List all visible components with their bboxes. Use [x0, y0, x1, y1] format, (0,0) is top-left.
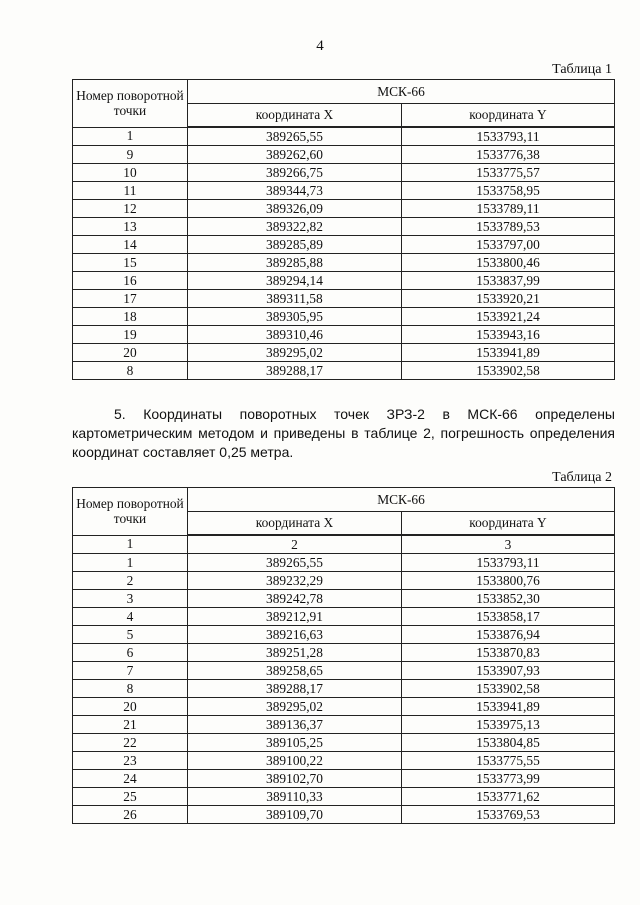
coord-y-cell: 1533804,85 — [402, 734, 615, 752]
table2-header-num: Номер поворотной точки — [73, 488, 188, 536]
coord-x-cell: 389322,82 — [188, 218, 402, 236]
coord-x-cell: 389265,55 — [188, 127, 402, 146]
point-number-cell: 13 — [73, 218, 188, 236]
coord-x-cell: 389136,37 — [188, 716, 402, 734]
point-number-cell: 17 — [73, 290, 188, 308]
coord-y-cell: 1533789,53 — [402, 218, 615, 236]
table-row — [73, 608, 615, 626]
coord-x-cell: 389105,25 — [188, 734, 402, 752]
coord-y-cell: 1533907,93 — [402, 662, 615, 680]
table1-caption: Таблица 1 — [552, 62, 612, 77]
table-row — [73, 680, 615, 698]
point-number-cell: 20 — [73, 344, 188, 362]
table-row — [73, 308, 615, 326]
point-number-cell: 19 — [73, 326, 188, 344]
table2-caption: Таблица 2 — [552, 470, 612, 485]
point-number-cell: 8 — [73, 680, 188, 698]
table-row — [73, 218, 615, 236]
coord-y-cell: 1533789,11 — [402, 200, 615, 218]
coord-y-cell: 1533852,30 — [402, 590, 615, 608]
coord-y-cell: 1533800,46 — [402, 254, 615, 272]
table2 — [72, 487, 615, 824]
coord-y-cell: 1533800,76 — [402, 572, 615, 590]
table-row — [73, 734, 615, 752]
coord-x-cell: 389102,70 — [188, 770, 402, 788]
coord-y-cell: 1533870,83 — [402, 644, 615, 662]
point-number-cell: 6 — [73, 644, 188, 662]
table-row — [73, 254, 615, 272]
coord-y-cell: 1533975,13 — [402, 716, 615, 734]
point-number-cell: 1 — [73, 127, 188, 146]
coord-x-cell: 389232,29 — [188, 572, 402, 590]
coord-x-cell: 389305,95 — [188, 308, 402, 326]
point-number-cell: 11 — [73, 182, 188, 200]
table2-header-y: координата Y — [402, 512, 615, 536]
coord-x-cell: 389100,22 — [188, 752, 402, 770]
table2-header-x: координата X — [188, 512, 402, 536]
point-number-cell: 4 — [73, 608, 188, 626]
coord-x-cell: 389326,09 — [188, 200, 402, 218]
coord-y-cell: 1533941,89 — [402, 698, 615, 716]
table-row — [73, 164, 615, 182]
coord-x-cell: 389265,55 — [188, 554, 402, 572]
point-number-cell: 7 — [73, 662, 188, 680]
coord-x-cell: 389311,58 — [188, 290, 402, 308]
coord-y-cell: 1533793,11 — [402, 127, 615, 146]
point-number-cell: 24 — [73, 770, 188, 788]
coord-y-cell: 1533941,89 — [402, 344, 615, 362]
coord-x-cell: 389251,28 — [188, 644, 402, 662]
point-number-cell: 3 — [73, 590, 188, 608]
table-row — [73, 752, 615, 770]
coord-y-cell: 1533943,16 — [402, 326, 615, 344]
coord-y-cell: 3 — [402, 535, 615, 554]
table-row — [73, 716, 615, 734]
point-number-cell: 9 — [73, 146, 188, 164]
coord-y-cell: 1533775,57 — [402, 164, 615, 182]
table-row — [73, 362, 615, 380]
point-number-cell: 22 — [73, 734, 188, 752]
point-number-cell: 15 — [73, 254, 188, 272]
table-row — [73, 662, 615, 680]
coord-x-cell: 389285,89 — [188, 236, 402, 254]
coord-y-cell: 1533776,38 — [402, 146, 615, 164]
coord-y-cell: 1533921,24 — [402, 308, 615, 326]
point-number-cell: 8 — [73, 362, 188, 380]
point-number-cell: 20 — [73, 698, 188, 716]
coord-y-cell: 1533771,62 — [402, 788, 615, 806]
table-row — [73, 626, 615, 644]
table1-header-system: МСК-66 — [188, 80, 615, 104]
coord-y-cell: 1533769,53 — [402, 806, 615, 824]
coord-x-cell: 389216,63 — [188, 626, 402, 644]
coord-y-cell: 1533858,17 — [402, 608, 615, 626]
coord-y-cell: 1533797,00 — [402, 236, 615, 254]
table1 — [72, 79, 615, 380]
table2-body — [73, 535, 615, 824]
point-number-cell: 16 — [73, 272, 188, 290]
coord-x-cell: 389266,75 — [188, 164, 402, 182]
table1-body — [73, 127, 615, 380]
coord-y-cell: 1533793,11 — [402, 554, 615, 572]
point-number-cell: 12 — [73, 200, 188, 218]
coord-x-cell: 389344,73 — [188, 182, 402, 200]
point-number-cell: 14 — [73, 236, 188, 254]
table1-header-num: Номер поворотной точки — [73, 80, 188, 128]
coord-x-cell: 389285,88 — [188, 254, 402, 272]
coord-y-cell: 1533773,99 — [402, 770, 615, 788]
table-row — [73, 535, 615, 554]
point-number-cell: 21 — [73, 716, 188, 734]
table-row — [73, 590, 615, 608]
table-row — [73, 806, 615, 824]
coord-x-cell: 389295,02 — [188, 698, 402, 716]
table-row — [73, 182, 615, 200]
coord-x-cell: 389110,33 — [188, 788, 402, 806]
table-row — [73, 698, 615, 716]
point-number-cell: 18 — [73, 308, 188, 326]
point-number-cell: 1 — [73, 554, 188, 572]
coord-x-cell: 389295,02 — [188, 344, 402, 362]
table-row — [73, 344, 615, 362]
table-row — [73, 236, 615, 254]
page-number: 4 — [316, 38, 324, 54]
point-number-cell: 2 — [73, 572, 188, 590]
coord-y-cell: 1533920,21 — [402, 290, 615, 308]
table-row — [73, 290, 615, 308]
coord-y-cell: 1533775,55 — [402, 752, 615, 770]
coord-x-cell: 389262,60 — [188, 146, 402, 164]
coord-x-cell: 2 — [188, 535, 402, 554]
coord-y-cell: 1533876,94 — [402, 626, 615, 644]
table-row — [73, 146, 615, 164]
table-row — [73, 272, 615, 290]
paragraph-5 — [72, 405, 615, 462]
point-number-cell: 26 — [73, 806, 188, 824]
coord-x-cell: 389294,14 — [188, 272, 402, 290]
coord-x-cell: 389288,17 — [188, 362, 402, 380]
coord-x-cell: 389310,46 — [188, 326, 402, 344]
point-number-cell: 1 — [73, 535, 188, 554]
coord-y-cell: 1533758,95 — [402, 182, 615, 200]
table-row — [73, 644, 615, 662]
coord-x-cell: 389212,91 — [188, 608, 402, 626]
table-row — [73, 788, 615, 806]
point-number-cell: 5 — [73, 626, 188, 644]
coord-y-cell: 1533902,58 — [402, 362, 615, 380]
coord-x-cell: 389109,70 — [188, 806, 402, 824]
point-number-cell: 25 — [73, 788, 188, 806]
table-row — [73, 127, 615, 146]
table-row — [73, 770, 615, 788]
point-number-cell: 10 — [73, 164, 188, 182]
coord-y-cell: 1533837,99 — [402, 272, 615, 290]
table-row — [73, 572, 615, 590]
point-number-cell: 23 — [73, 752, 188, 770]
table1-header-x: координата X — [188, 104, 402, 128]
coord-x-cell: 389242,78 — [188, 590, 402, 608]
table-row — [73, 554, 615, 572]
table-row — [73, 326, 615, 344]
coord-x-cell: 389288,17 — [188, 680, 402, 698]
table-row — [73, 200, 615, 218]
table2-header-system: МСК-66 — [188, 488, 615, 512]
coord-x-cell: 389258,65 — [188, 662, 402, 680]
coord-y-cell: 1533902,58 — [402, 680, 615, 698]
paragraph-text: 5. Координаты поворотных точек ЗРЗ-2 в МСК-66 определены картометрическим методом и приведены в таблице 2, погрешность определения координат составляет 0,25 метра. — [72, 406, 615, 460]
table1-header-y: координата Y — [402, 104, 615, 128]
